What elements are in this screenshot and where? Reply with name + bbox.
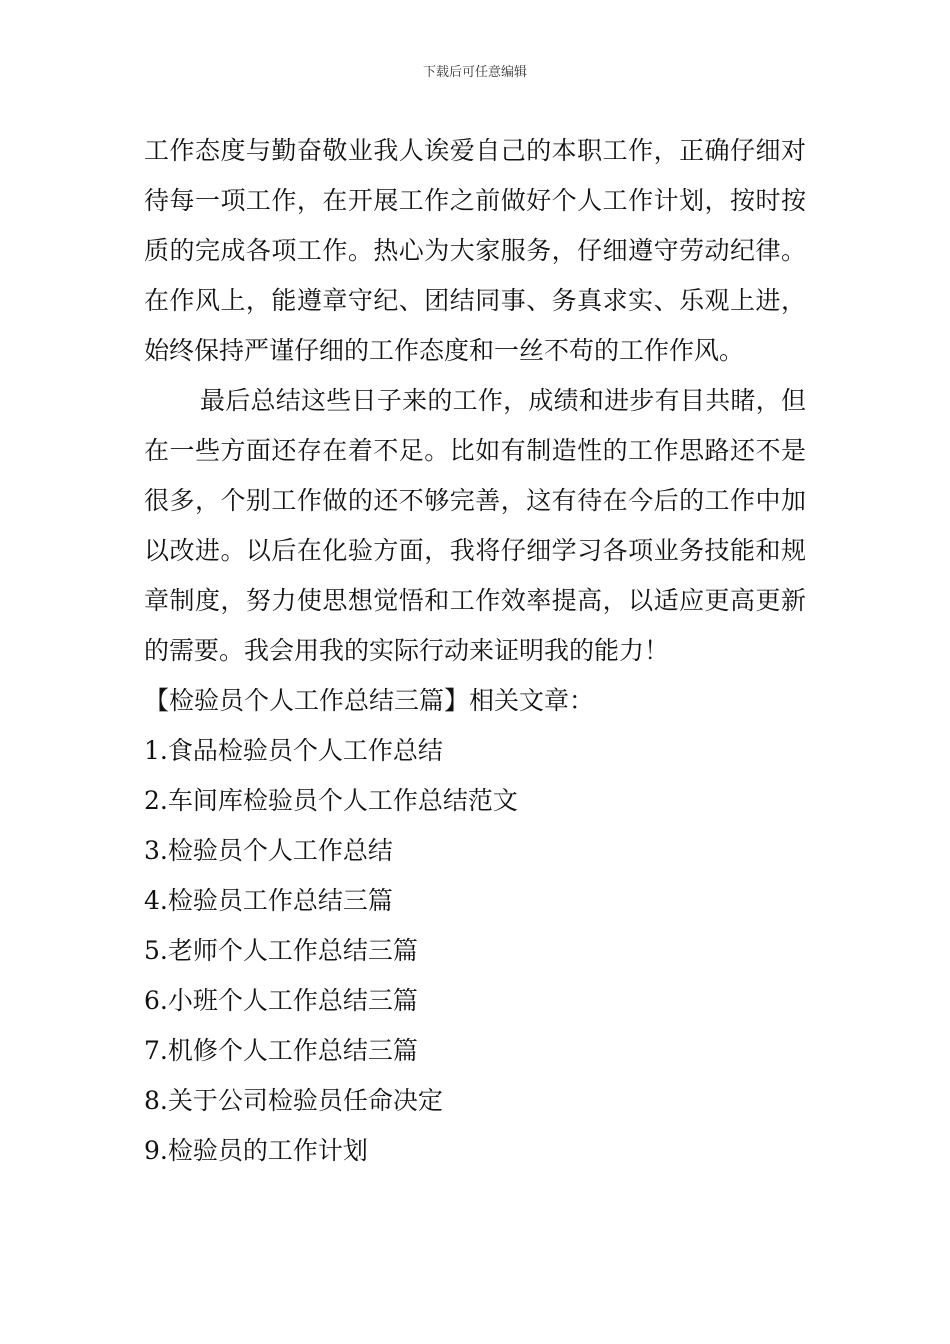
- related-article-item: 9.检验员的工作计划: [144, 1136, 368, 1165]
- related-article-item: 7.机修个人工作总结三篇: [144, 1036, 418, 1065]
- page-header: 下载后可任意编辑: [422, 65, 527, 80]
- related-article-item: 8.关于公司检验员任命决定: [144, 1086, 443, 1115]
- body-paragraph-2: 最后总结这些日子来的工作，成绩和进步有目共睹，但在一些方面还存在着不足。比如有制造性的工作思路还不是很多，个别工作做的还不够完善，这有待在今后的工作中加以改进。以后在化验方面，我将仔细学习各项业务技能和规章制度，努力使思想觉悟和工作效率提高，以适应更高更新的需要。我会用我的实际行动来证明我的能力！: [144, 386, 806, 665]
- related-article-item: 4.检验员工作总结三篇: [144, 886, 393, 915]
- related-articles-heading: 【检验员个人工作总结三篇】相关文章：: [144, 686, 595, 715]
- document-body: [144, 126, 806, 1176]
- related-article-item: 6.小班个人工作总结三篇: [144, 986, 418, 1015]
- body-paragraph-1: 工作态度与勤奋敬业我人诶爱自己的本职工作，正确仔细对待每一项工作，在开展工作之前做好个人工作计划，按时按质的完成各项工作。热心为大家服务，仔细遵守劳动纪律。在作风上，能遵章守纪、团结同事、务真求实、乐观上进，始终保持严谨仔细的工作态度和一丝不苟的工作作风。: [144, 136, 806, 365]
- related-article-item: 2.车间库检验员个人工作总结范文: [144, 786, 518, 815]
- related-article-item: 5.老师个人工作总结三篇: [144, 936, 418, 965]
- related-article-item: 1.食品检验员个人工作总结: [144, 736, 443, 765]
- related-article-item: 3.检验员个人工作总结: [144, 836, 393, 865]
- related-articles-list: [144, 726, 806, 1176]
